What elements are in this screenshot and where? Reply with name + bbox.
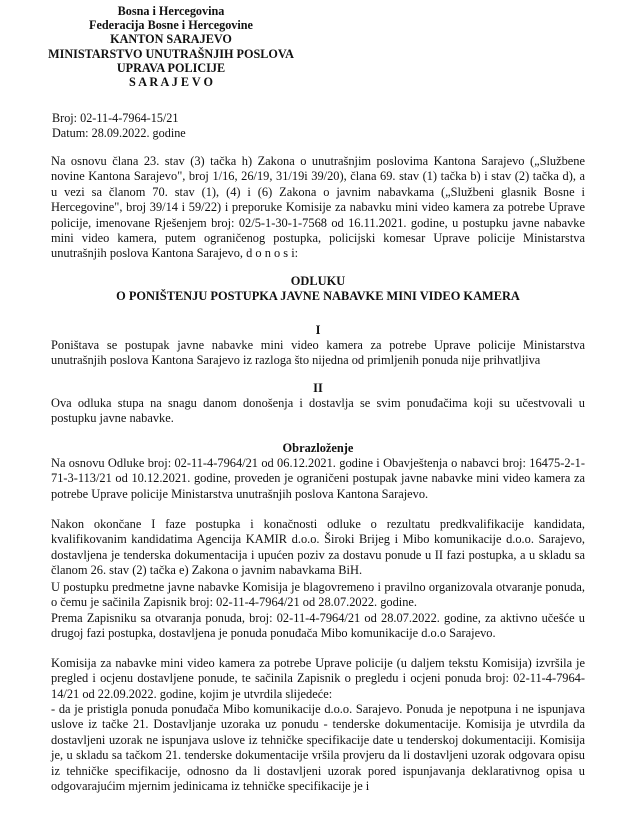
decision-title-line2: O PONIŠTENJU POSTUPKA JAVNE NABAVKE MINI VIDEO KAMERA [116,289,520,304]
rationale-paragraph-3a: U postupku predmetne javne nabavke Komisija je blagovremeno i pravilno organizovala otvaranje ponuda, o čemu je sačinila Zapisnik broj: 02-11-4-7964/21 od 28.07.2022. godine. [51,580,585,610]
rationale-paragraph-3b: Prema Zapisniku sa otvaranja ponuda, broj: 02-11-4-7964/21 od 28.07.2022. godine, za aktivno učešće u drugoj fazi postupka, dostavljena je ponuda ponuđača Mibo komunikacije d.o.o Sarajevo. [51,611,585,641]
document-date: Datum: 28.09.2022. godine [52,125,186,140]
header-canton: KANTON SARAJEVO [110,32,232,47]
header-federation: Federacija Bosne i Hercegovine [89,18,253,33]
rationale-paragraph-1: Na osnovu Odluke broj: 02-11-4-7964/21 od 06.12.2021. godine i Obavještenja o nabavci broj: 16475-2-1-71-3-113/21 od 10.12.2021. godine, proveden je ograničeni postupak javne nabavke mini video kamera za potrebe Uprave policije Ministarstva unutrašnjih poslova Kantona Sarajevo. [51,456,585,501]
rationale-paragraph-2: Nakon okončane I faze postupka i konačnosti odluke o rezultatu predkvalifikacije kandidata, kvalifikovanim kandidatima Agencija KAMIR d.o.o. Široki Brijeg i Mibo komunikacije d.o.o. Sarajevo, dostavljena je tenderska dokumentacija i upućen poziv za dostavu ponude u II fazi postupka, a u skladu sa članom 26. stav (2) tačka e) Zakona o javnim nabavkama BiH. [51,517,585,578]
decision-title-line1: ODLUKU [290,274,346,288]
reference-number: Broj: 02-11-4-7964-15/21 [52,111,179,125]
document-meta [52,111,186,140]
section-1-text: Poništava se postupak javne nabavke mini video kamera za potrebe Uprave policije Ministarstva unutrašnjih poslova Kantona Sarajevo iz razloga što nijedna od primljenih ponuda nije prihvatljiva [51,338,585,368]
rationale-paragraph-4b: - da je pristigla ponuda ponuđača Mibo komunikacije d.o.o. Sarajevo. Ponuda je nepotpuna i ne ispunjava uslove iz tačke 21. Dostavljanje uzoraka uz ponudu - tenderske dokumentacije. Komisija je utvrdila da dostavljeni uzorak ne ispunjava uslove iz tehničke specifikacije date u tenderskoj dokumentaciji. Komisija je, u skladu sa tačkom 21. tenderske dokumentacije vršila provjeru da li dostavljeni uzorak odgovara opisu iz tehničke specifikacije, odnosno da li dostavljeni uzorak pored ispunjavanja deklarativnog opisa u odgovarajućim mjernim jedinicama iz tehničke specifikacije je i [51,702,585,794]
header-country: Bosna i Hercegovina [117,4,225,18]
rationale-heading: Obrazloženje [282,441,354,455]
header-police: UPRAVA POLICIJE [116,60,226,75]
letterhead [46,4,296,89]
header-city: S A R A J E V O [129,75,213,90]
intro-paragraph: Na osnovu člana 23. stav (3) tačka h) Zakona o unutrašnjim poslovima Kantona Sarajevo („Službene novine Kantona Sarajevo", broj 1/16, 26/19, 31/19i 39/20), člana 69. stav (1) tačka b) i stav (2) tačka d), a u vezi sa članom 70. stav (1), (4) i (6) Zakona o javnim nabavkama („Službeni glasnik Bosne i Hercegovine", broj 39/14 i 59/22) i preporuke Komisije za nabavku mini video kamera za potrebe Uprave policije, imenovane Rješenjem broj: 02/5-1-30-1-7568 od 16.11.2021. godine, u postupku javne nabavke mini video kamera, putem ograničenog postupka, policijski komesar Uprave policije Ministarstva unutrašnjih poslova Kantona Sarajevo, d o n o s i: [51,154,585,261]
section-2-text: Ova odluka stupa na snagu danom donošenja i dostavlja se svim ponuđačima koji su učestvovali u postupku javne nabavke. [51,396,585,426]
section-1-heading: I [315,323,321,337]
decision-title [51,274,585,305]
header-ministry: MINISTARSTVO UNUTRAŠNJIH POSLOVA [48,46,294,61]
section-2-heading: II [313,381,323,395]
rationale-paragraph-4a: Komisija za nabavke mini video kamera za potrebe Uprave policije (u daljem tekstu Komisija) izvršila je pregled i ocjenu dostavljene ponude, te sačinila Zapisnik o pregledu i ocjeni ponuda broj: 02-11-4-7964-14/21 od 22.09.2022. godine, kojim je utvrdila slijedeće: [51,656,585,701]
